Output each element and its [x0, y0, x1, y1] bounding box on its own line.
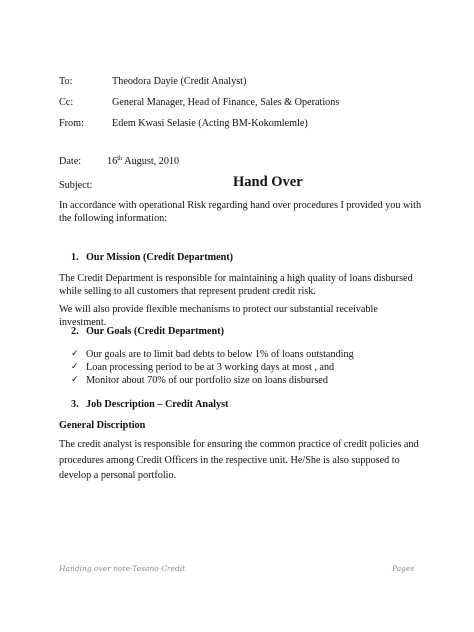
mission-paragraph-2: We will also provide flexible mechanisms to protect our substantial receivable investment.	[59, 304, 378, 328]
section-3-title: Job Description – Credit Analyst	[86, 399, 229, 410]
footer-left: Handing over note-Tesano Credit	[59, 564, 186, 573]
goal-item: Our goals are to limit bad debts to below 1% of loans outstanding	[86, 349, 354, 360]
goal-item: Monitor about 70% of our portfolio size on loans disbursed	[86, 375, 328, 386]
date-rest: August, 2010	[122, 156, 180, 167]
check-icon: ✓	[71, 362, 79, 372]
job-description-paragraph: The credit analyst is responsible for ensuring the common practice of credit policies and procedures among Credit Officers in the respective unit. He/She is also supposed to develop a personal portfolio.	[59, 439, 419, 481]
section-2-number: 2.	[71, 326, 79, 337]
section-1-number: 1.	[71, 252, 79, 263]
subject-label: Subject:	[59, 180, 93, 191]
section-3-number: 3.	[71, 399, 79, 410]
goal-item: Loan processing period to be at 3 working days at most , and	[86, 362, 335, 373]
date-day: 16	[107, 156, 118, 167]
from-value: Edem Kwasi Selasie (Acting BM-Kokomlemle)	[112, 118, 308, 129]
date-suffix: th	[117, 155, 123, 162]
mission-paragraph: The Credit Department is responsible for maintaining a high quality of loans disbursed while selling to all customers that represent prudent credit risk.	[59, 273, 413, 297]
section-1-title: Our Mission (Credit Department)	[86, 252, 234, 263]
section-2-title: Our Goals (Credit Department)	[86, 326, 224, 337]
general-description-heading: General Discription	[59, 420, 146, 431]
subject-title: Hand Over	[233, 174, 303, 190]
date-label: Date:	[59, 156, 82, 167]
to-value: Theodora Dayie (Credit Analyst)	[112, 76, 247, 87]
date-value	[107, 155, 179, 168]
from-label: From:	[59, 118, 84, 129]
check-icon: ✓	[71, 375, 79, 385]
cc-value: General Manager, Head of Finance, Sales & Operations	[112, 97, 340, 108]
to-label: To:	[59, 76, 73, 87]
check-icon: ✓	[71, 349, 79, 359]
intro-paragraph: In accordance with operational Risk regarding hand over procedures I provided you with the following information:	[59, 200, 422, 224]
cc-label: Cc:	[59, 97, 74, 108]
footer-right: Pages	[392, 564, 415, 573]
